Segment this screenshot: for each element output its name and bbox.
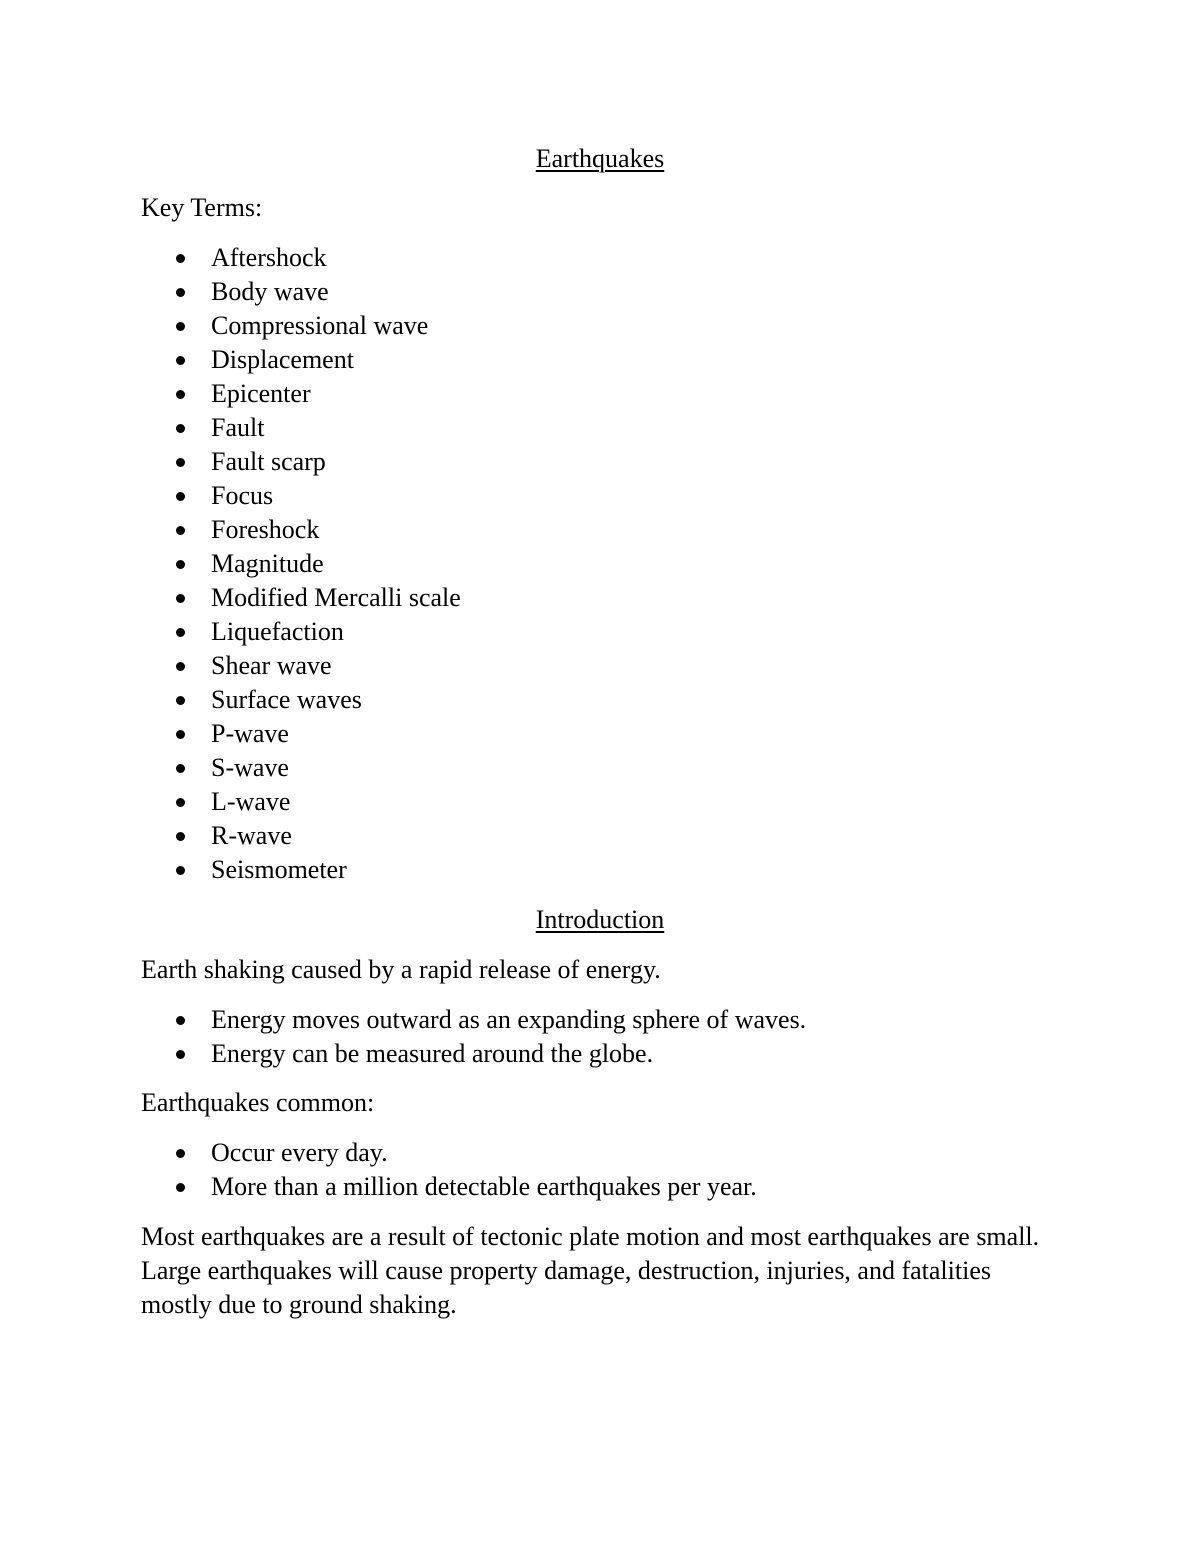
bullet-icon bbox=[176, 1149, 185, 1158]
section-heading-introduction: Introduction bbox=[535, 905, 665, 934]
bullet-icon bbox=[176, 832, 185, 841]
list-item: Modified Mercalli scale bbox=[0, 581, 1100, 615]
list-item: S-wave bbox=[0, 751, 1100, 785]
list-item: Magnitude bbox=[0, 547, 1100, 581]
list-item: Focus bbox=[0, 479, 1100, 513]
bullet-icon bbox=[176, 526, 185, 535]
bullet-icon bbox=[176, 866, 185, 875]
bullet-icon bbox=[176, 696, 185, 705]
bullet-icon bbox=[176, 798, 185, 807]
bullet-icon bbox=[176, 356, 185, 365]
bullet-icon bbox=[176, 458, 185, 467]
bullet-icon bbox=[176, 764, 185, 773]
list-item: Displacement bbox=[0, 343, 1100, 377]
list-item: Aftershock bbox=[0, 241, 1100, 275]
list-item: More than a million detectable earthquakes per year. bbox=[0, 1170, 1100, 1204]
list-item: Energy moves outward as an expanding sphere of waves. bbox=[0, 1003, 1100, 1037]
bullet-icon bbox=[176, 1016, 185, 1025]
intro-bullet-list bbox=[0, 1003, 1100, 1071]
list-item: Energy can be measured around the globe. bbox=[0, 1037, 1100, 1071]
list-item: P-wave bbox=[0, 717, 1100, 751]
bullet-icon bbox=[176, 662, 185, 671]
list-item: Occur every day. bbox=[0, 1136, 1100, 1170]
bullet-icon bbox=[176, 492, 185, 501]
bullet-icon bbox=[176, 594, 185, 603]
key-terms-list bbox=[0, 241, 1100, 887]
list-item: Surface waves bbox=[0, 683, 1100, 717]
list-item: Epicenter bbox=[0, 377, 1100, 411]
list-item: Foreshock bbox=[0, 513, 1100, 547]
bullet-icon bbox=[176, 730, 185, 739]
bullet-icon bbox=[176, 322, 185, 331]
list-item: Fault scarp bbox=[0, 445, 1100, 479]
list-item: Compressional wave bbox=[0, 309, 1100, 343]
list-item: Liquefaction bbox=[0, 615, 1100, 649]
list-item: Body wave bbox=[0, 275, 1100, 309]
list-item: Fault bbox=[0, 411, 1100, 445]
list-item: Shear wave bbox=[0, 649, 1100, 683]
closing-paragraph: Most earthquakes are a result of tectonic plate motion and most earthquakes are small. Large earthquakes will cause property damage, destruction, injuries, and fatalities mostly due to ground shaking. bbox=[141, 1222, 1040, 1319]
bullet-icon bbox=[176, 560, 185, 569]
bullet-icon bbox=[176, 1050, 185, 1059]
common-bullet-list bbox=[0, 1136, 1100, 1204]
list-item: R-wave bbox=[0, 819, 1100, 853]
bullet-icon bbox=[176, 1183, 185, 1192]
document-title: Earthquakes bbox=[535, 144, 665, 173]
bullet-icon bbox=[176, 288, 185, 297]
bullet-icon bbox=[176, 390, 185, 399]
bullet-icon bbox=[176, 254, 185, 263]
bullet-icon bbox=[176, 424, 185, 433]
key-terms-label: Key Terms: bbox=[141, 193, 263, 222]
common-label: Earthquakes common: bbox=[141, 1088, 375, 1117]
list-item: Seismometer bbox=[0, 853, 1100, 887]
intro-text: Earth shaking caused by a rapid release of energy. bbox=[141, 955, 661, 984]
bullet-icon bbox=[176, 628, 185, 637]
list-item: L-wave bbox=[0, 785, 1100, 819]
